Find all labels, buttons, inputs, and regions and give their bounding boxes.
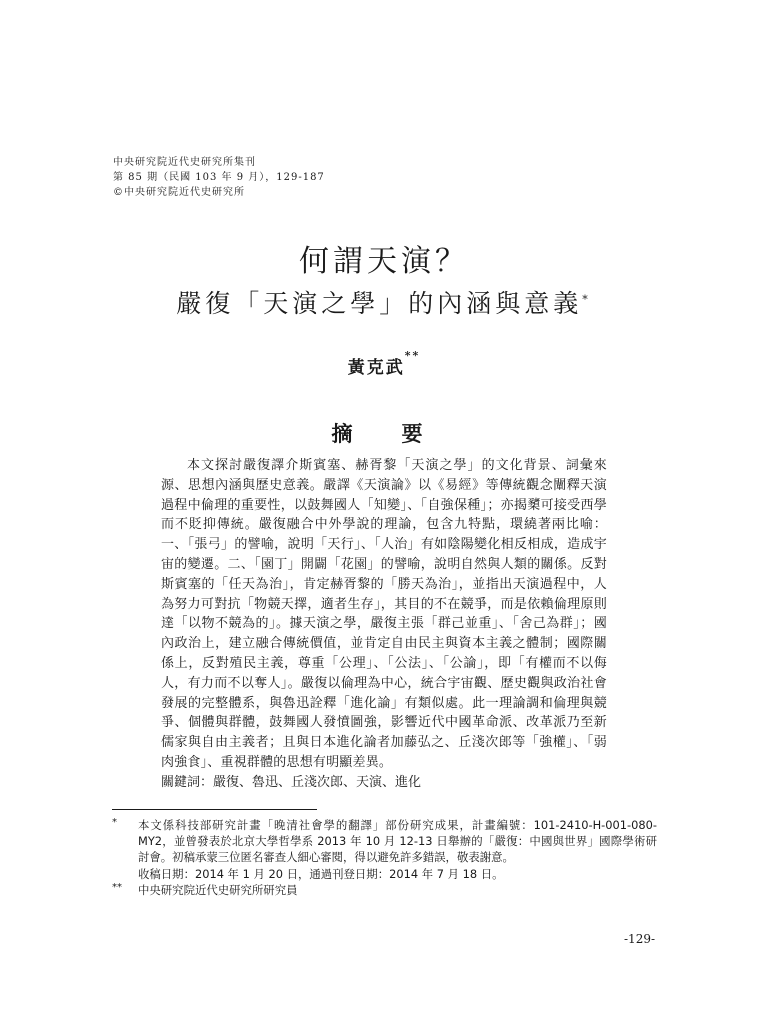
footnote-2-text: 中央研究院近代史研究所研究員 bbox=[138, 882, 298, 897]
footnotes bbox=[112, 817, 657, 898]
author-footnote-mark[interactable]: ** bbox=[404, 349, 421, 362]
footnote-divider bbox=[112, 809, 317, 810]
footnote-2-mark: ** bbox=[112, 881, 122, 893]
journal-header bbox=[113, 155, 325, 200]
article-title: 何謂天演？ bbox=[299, 244, 469, 279]
author-name: 黃克武 bbox=[347, 358, 405, 378]
footnote-1 bbox=[112, 817, 657, 866]
subtitle-footnote-mark[interactable]: * bbox=[582, 293, 592, 306]
abstract-body: 本文探討嚴復譯介斯賓塞、赫胥黎「天演之學」的文化背景、詞彙來源、思想內涵與歷史意義。嚴譯《天演論》以《易經》等傳統觀念闡釋天演過程中倫理的重要性，以鼓舞國人「知變」、「自強保種」；亦揭櫫可接受西學而不貶抑傳統。嚴復融合中外學說的理論，包含九特點，環繞著兩比喻：一、「張弓」的譬喻，說明「天行」、「人治」有如陰陽變化相反相成，造成宇宙的變遷。二、「園丁」開闢「花園」的譬喻，說明自然與人類的關係。反對斯賓塞的「任天為治」，肯定赫胥黎的「勝天為治」，並指出天演過程中，人為努力可對抗「物競天擇，適者生存」，其目的不在競爭，而是依賴倫理原則達「以物不競為的」。據天演之學，嚴復主張「群己並重」、「舍己為群」；國內政治上，建立融合傳統價值，並肯定自由民主與資本主義之體制；國際關係上，反對殖民主義，尊重「公理」、「公法」、「公論」，即「有權而不以侮人，有力而不以奪人」。嚴復以倫理為中心，統合宇宙觀、歷史觀與政治社會發展的完整體系，與魯迅詮釋「進化論」有類似處。此一理論調和倫理與競爭、個體與群體，鼓舞國人發憤圖強，影響近代中國革命派、改革派乃至新儒家與自由主義者；且與日本進化論者加藤弘之、丘淺次郎等「強權」、「弱肉強食」、重視群體的思想有明顯差異。 bbox=[161, 458, 607, 770]
journal-issue: 第 85 期（民國 103 年 9 月），129-187 bbox=[113, 172, 325, 183]
abstract-heading: 摘 要 bbox=[331, 421, 437, 446]
keywords-line: 關鍵詞：嚴復、魯迅、丘淺次郎、天演、進化 bbox=[161, 775, 422, 790]
article-subtitle: 嚴復「天演之學」的內涵與意義 bbox=[176, 289, 583, 318]
footnote-1-text: 本文係科技部研究計畫「晚清社會學的翻譯」部份研究成果，計畫編號：101-2410-H-001-080-MY2，並曾發表於北京大學哲學系 2013 年 10 月 12-13 日舉辦的「嚴復：中國與世界」國際學術研討會。初稿承蒙三位匿名審查人細心審閱，得以避免許多錯誤，敬表謝意。 bbox=[138, 818, 657, 865]
author-line bbox=[0, 349, 768, 378]
footnote-1-mark: * bbox=[112, 817, 117, 828]
footnote-1-dates: 收稿日期：2014 年 1 月 20 日，通過刊登日期：2014 年 7 月 18 日。 bbox=[138, 866, 504, 881]
article-subtitle-wrap bbox=[0, 286, 768, 322]
journal-copyright: ©中央研究院近代史研究所 bbox=[113, 187, 245, 198]
journal-name: 中央研究院近代史研究所集刊 bbox=[113, 157, 256, 168]
footnote-2 bbox=[112, 882, 657, 898]
page-number: -129- bbox=[624, 932, 656, 946]
